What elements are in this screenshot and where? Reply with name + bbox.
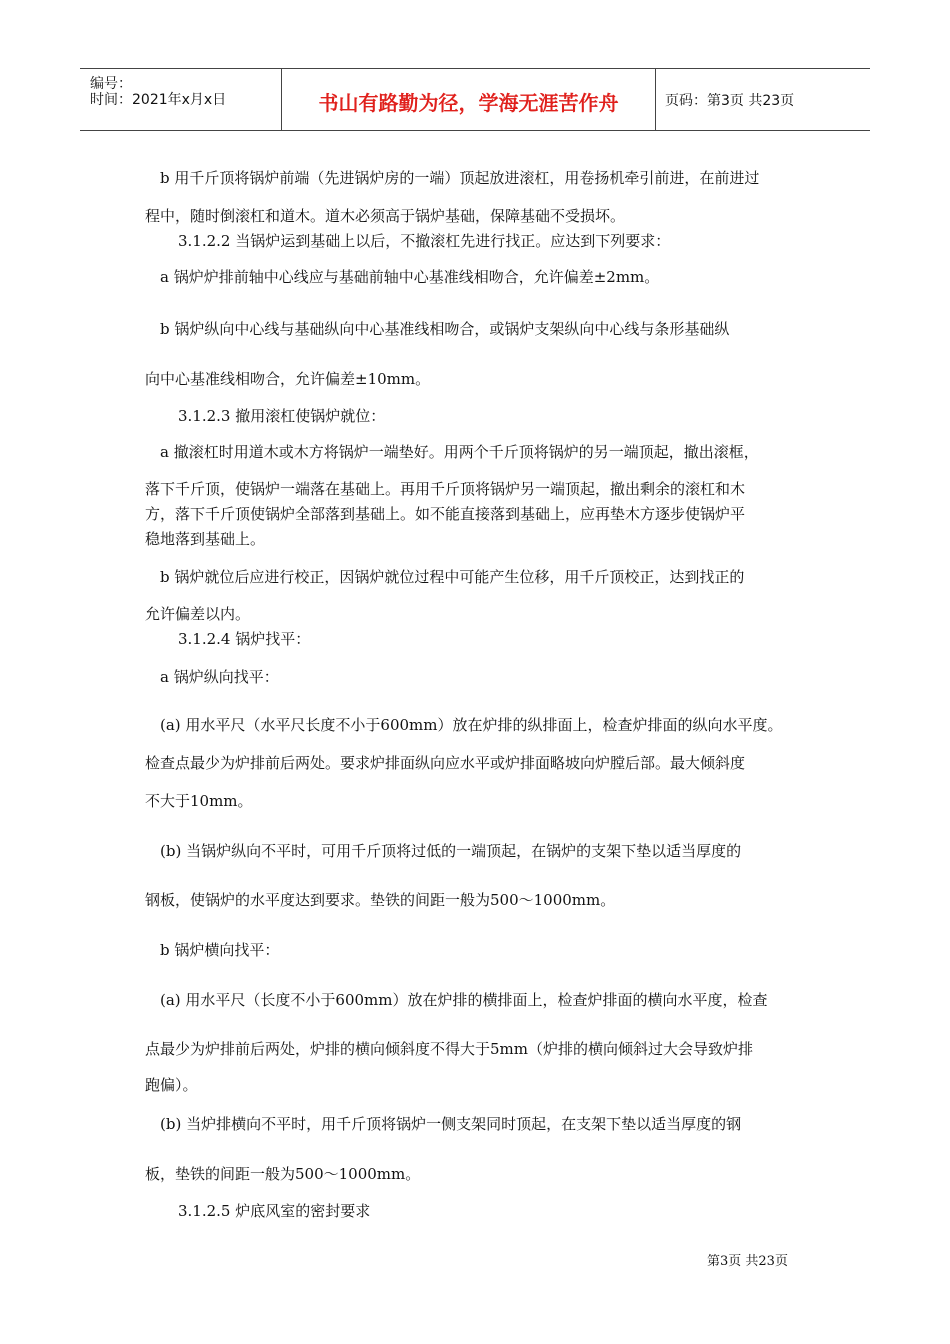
document-number-label: 编号：: [90, 76, 132, 92]
section-heading: 3.1.2.3 撤用滚杠使锅炉就位：: [178, 407, 386, 425]
paragraph-line: 跑偏）。: [145, 1076, 198, 1094]
paragraph-line: 程中，随时倒滚杠和道木。道木必须高于锅炉基础，保障基础不受损坏。: [145, 207, 626, 225]
paragraph-line: 不大于10mm。: [145, 792, 253, 810]
paragraph-line: (b) 当锅炉纵向不平时，可用千斤顶将过低的一端顶起，在锅炉的支架下垫以适当厚度的: [160, 842, 742, 860]
paragraph-line: a 锅炉纵向找平：: [160, 668, 279, 686]
header-page-number: 页码：第3页 共23页: [665, 93, 795, 109]
paragraph-line: b 锅炉纵向中心线与基础纵向中心基准线相吻合，或锅炉支架纵向中心线与条形基础纵: [160, 320, 730, 338]
document-time-label: 时间：2021年x月x日: [90, 92, 227, 108]
paragraph-line: b 锅炉横向找平：: [160, 941, 280, 959]
section-heading: 3.1.2.4 锅炉找平：: [178, 630, 311, 648]
paragraph-line: 向中心基准线相吻合，允许偏差±10mm。: [145, 370, 431, 388]
header-left-cell: [80, 69, 280, 130]
page-footer: 第3页 共23页: [707, 1254, 788, 1269]
section-heading: 3.1.2.5 炉底风室的密封要求: [178, 1202, 371, 1220]
header-motto-cell: [281, 69, 656, 130]
paragraph-line: 钢板，使锅炉的水平度达到要求。垫铁的间距一般为500～1000mm。: [145, 891, 616, 909]
paragraph-line: 允许偏差以内。: [145, 605, 251, 623]
paragraph-line: 稳地落到基础上。: [145, 530, 266, 548]
paragraph-line: 点最少为炉排前后两处，炉排的横向倾斜度不得大于5mm（炉排的横向倾斜过大会导致炉排: [145, 1040, 753, 1058]
paragraph-line: (a) 用水平尺（长度不小于600mm）放在炉排的横排面上，检查炉排面的横向水平度，检查: [160, 991, 768, 1009]
paragraph-line: (b) 当炉排横向不平时，用千斤顶将锅炉一侧支架同时顶起，在支架下垫以适当厚度的钢: [160, 1115, 742, 1133]
paragraph-line: b 锅炉就位后应进行校正，因锅炉就位过程中可能产生位移，用千斤顶校正，达到找正的: [160, 568, 745, 586]
paragraph-line: 方，落下千斤顶使锅炉全部落到基础上。如不能直接落到基础上，应再垫木方逐步使锅炉平: [145, 505, 746, 523]
paragraph-line: (a) 用水平尺（水平尺长度不小于600mm）放在炉排的纵排面上，检查炉排面的纵向水平度。: [160, 716, 783, 734]
paragraph-line: 落下千斤顶，使锅炉一端落在基础上。再用千斤顶将锅炉另一端顶起，撤出剩余的滚杠和木: [145, 480, 746, 498]
paragraph-line: b 用千斤顶将锅炉前端（先进锅炉房的一端）顶起放进滚杠，用卷扬机牵引前进，在前进过: [160, 169, 760, 187]
section-heading: 3.1.2.2 当锅炉运到基础上以后，不撤滚杠先进行找正。应达到下列要求：: [178, 232, 671, 250]
header-page-cell: [655, 69, 870, 130]
header-motto: 书山有路勤为径，学海无涯苦作舟: [318, 91, 619, 115]
page-header: [80, 68, 870, 131]
paragraph-line: 板，垫铁的间距一般为500～1000mm。: [145, 1165, 421, 1183]
paragraph-line: a 锅炉炉排前轴中心线应与基础前轴中心基准线相吻合，允许偏差±2mm。: [160, 268, 660, 286]
paragraph-line: 检查点最少为炉排前后两处。要求炉排面纵向应水平或炉排面略坡向炉膛后部。最大倾斜度: [145, 754, 746, 772]
paragraph-line: a 撤滚杠时用道木或木方将锅炉一端垫好。用两个千斤顶将锅炉的另一端顶起，撤出滚框，: [160, 443, 759, 461]
